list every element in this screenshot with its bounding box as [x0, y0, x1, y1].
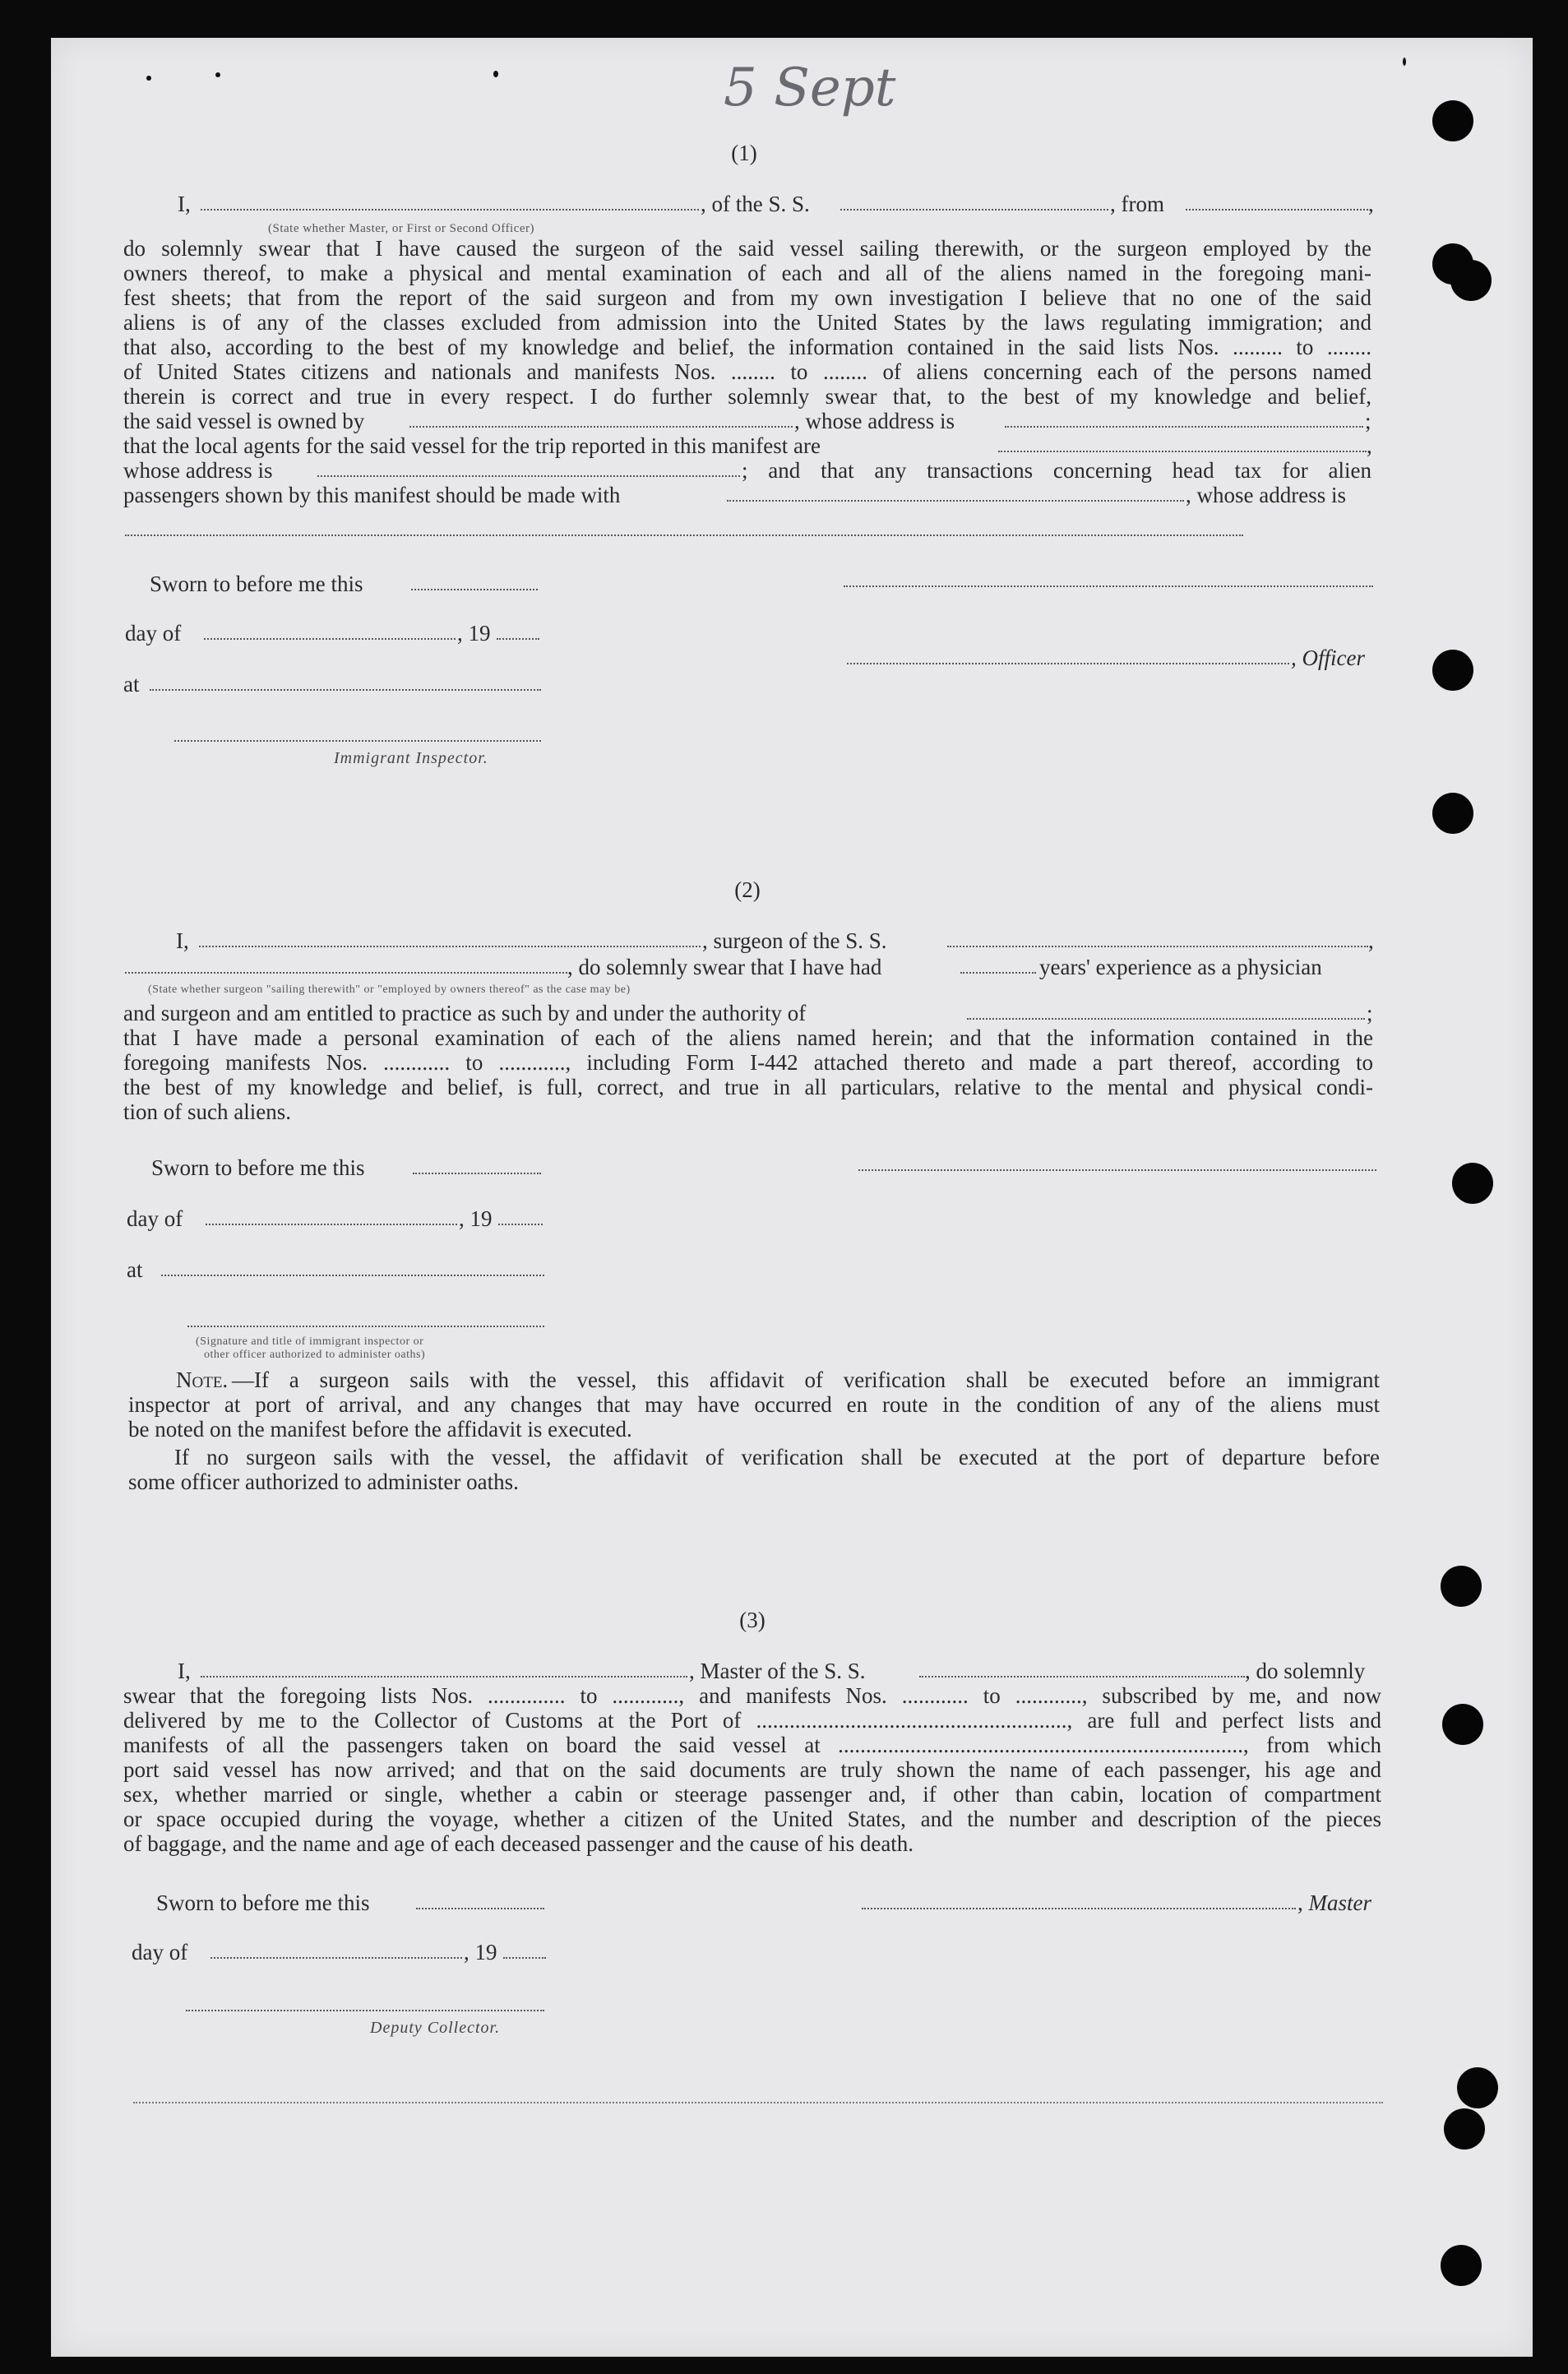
speck: [146, 76, 151, 81]
blank-inspector-signature: [174, 740, 541, 742]
comma: ,: [1368, 928, 1374, 953]
section3-line1-i: I,: [178, 1659, 191, 1683]
section2-sig-caption: (Signature and title of immigrant inspector or: [196, 1335, 424, 1348]
section1-whose-address-3: , whose address is: [1186, 483, 1346, 507]
blank-local-agents: [998, 451, 1367, 452]
section1-local-agents: that the local agents for the said vessel for the trip reported in this manifest are: [123, 433, 821, 458]
blank-agent-address: [317, 475, 740, 477]
blank-year-3: [503, 1957, 546, 1959]
section2-sworn: Sworn to before me this: [151, 1155, 365, 1180]
punch-hole: [1444, 2108, 1485, 2150]
blank-place-2: [161, 1275, 544, 1276]
section1-sworn: Sworn to before me this: [150, 572, 363, 596]
section2-swear: , do solemnly swear that I have had: [567, 955, 882, 979]
section2-body-line: the best of my knowledge and belief, is full, correct, and true in all particulars, relative to the mental and physical condi-: [123, 1075, 1373, 1099]
section2-note-line: inspector at port of arrival, and any changes that may have occurred en route in the condition of any of the aliens must: [128, 1392, 1380, 1417]
section2-day-of: day of: [127, 1206, 183, 1231]
section1-day-of: day of: [125, 621, 182, 646]
comma: ,: [1367, 433, 1372, 458]
blank-year: [497, 638, 539, 640]
blank-from-port: [1186, 209, 1368, 211]
speck: [1403, 58, 1406, 66]
section1-at: at: [123, 672, 140, 696]
blank-inspector-signature-2: [187, 1326, 544, 1327]
section2-caption: (State whether surgeon "sailing therewith" or "employed by owners thereof" as the case may be): [148, 983, 631, 996]
blank-officer-signature: [847, 663, 1289, 664]
section3-day-of: day of: [132, 1940, 188, 1964]
semicolon: ;: [1365, 409, 1371, 433]
bottom-rule: [133, 2102, 1383, 2103]
section2-sig-caption: other officer authorized to administer oaths): [204, 1349, 426, 1361]
blank-owner: [409, 426, 793, 428]
section2-body-last: tion of such aliens.: [123, 1099, 291, 1124]
blank-owner-address: [1005, 426, 1363, 428]
section1-owned-by: the said vessel is owned by: [123, 409, 365, 433]
section3-collector: Deputy Collector.: [370, 2019, 501, 2037]
section1-body-line: aliens is of any of the classes excluded from admission into the United States by the laws regulating immigration; and: [123, 310, 1371, 335]
section3-line1-end: , do solemnly: [1245, 1659, 1366, 1683]
section1-whose-address-2: whose address is: [123, 458, 273, 483]
section2-at: at: [127, 1257, 143, 1282]
section2-note2: If no surgeon sails with the vessel, the affidavit of verification shall be executed at the port of departure before: [174, 1445, 1380, 1469]
comma: ,: [1368, 192, 1374, 216]
section3-master: , Master of the S. S.: [689, 1659, 866, 1683]
speck: [215, 72, 220, 77]
blank-ship-name: [840, 209, 1108, 211]
blank-month-2: [206, 1224, 457, 1225]
punch-hole: [1441, 1566, 1482, 1607]
blank-sworn-date: [411, 589, 538, 590]
blank-ship-name-3: [919, 1676, 1245, 1678]
blank-head-tax-party: [727, 500, 1184, 502]
section1-head-tax: ; and that any transactions concerning head tax for alien: [742, 458, 1371, 483]
section3-sworn: Sworn to before me this: [156, 1890, 370, 1915]
section1-line1-i: I,: [178, 192, 191, 216]
blank-years: [960, 972, 1036, 974]
section2-number: (2): [734, 877, 761, 902]
section2-year: , 19: [459, 1206, 493, 1231]
blank-master-name: [201, 209, 699, 211]
blank-collector-signature: [186, 2010, 544, 2011]
semicolon: ;: [1367, 1001, 1373, 1025]
section2-note-last: be noted on the manifest before the affidavit is executed.: [128, 1417, 632, 1442]
punch-hole: [1450, 260, 1492, 301]
blank-master-signature: [844, 585, 1373, 587]
section3-year: , 19: [464, 1940, 497, 1964]
section2-line1-i: I,: [176, 928, 189, 953]
section1-body-line: owners thereof, to make a physical and mental examination of each and all of the aliens named in the foregoing mani-: [123, 261, 1371, 285]
punch-hole: [1432, 650, 1473, 691]
blank-month-3: [210, 1957, 462, 1959]
blank-month: [204, 638, 456, 640]
blank-master-name-3: [201, 1676, 687, 1678]
punch-hole: [1432, 793, 1473, 834]
section2-entitled: and surgeon and am entitled to practice as such by and under the authority of: [123, 1001, 807, 1025]
section1-body-line: of United States citizens and nationals and manifests Nos. ........ to ........ of aliens concerning each of the persons named: [123, 359, 1371, 384]
blank-sworn-date-3: [416, 1908, 544, 1909]
punch-hole: [1432, 100, 1473, 141]
section3-body-line: swear that the foregoing lists Nos. .............. to ............, and manifests Nos. ............ to ............, subscribed by me, and now: [123, 1683, 1381, 1708]
section1-inspector: Immigrant Inspector.: [334, 749, 488, 767]
section3-body-last: of baggage, and the name and age of each deceased passenger and the cause of his death.: [123, 1831, 914, 1856]
section3-body-line: manifests of all the passengers taken on board the said vessel at ........................................................................., from which: [123, 1733, 1381, 1757]
blank-authority: [967, 1018, 1365, 1020]
punch-hole: [1441, 2245, 1482, 2286]
section2-note-label: Note.: [176, 1367, 229, 1392]
section2-note2-last: some officer authorized to administer oaths.: [128, 1469, 519, 1494]
section3-body-line: sex, whether married or single, whether a cabin or steerage passenger and, if other than cabin, location of compartment: [123, 1782, 1381, 1807]
section1-body-line: that also, according to the best of my knowledge and belief, the information contained in the said lists Nos. ......... to ........: [123, 335, 1371, 359]
section2-body-line: that I have made a personal examination of each of the aliens named herein; and that the information contained in the: [123, 1025, 1373, 1050]
speck: [493, 71, 498, 77]
punch-hole: [1457, 2067, 1498, 2108]
punch-hole: [1452, 1163, 1493, 1204]
section1-line1-from: , from: [1110, 192, 1164, 216]
blank-surgeon-type: [125, 972, 567, 974]
blank-party-address: [125, 534, 1243, 536]
section1-body-line: do solemnly swear that I have caused the surgeon of the said vessel sailing therewith, or the surgeon employed by the: [123, 236, 1371, 261]
blank-surgeon-signature: [858, 1169, 1376, 1171]
section2-note-line: —If a surgeon sails with the vessel, this affidavit of verification shall be executed before an immigrant: [232, 1367, 1380, 1392]
section3-number: (3): [739, 1608, 765, 1632]
section1-number: (1): [731, 141, 757, 165]
section1-passengers: passengers shown by this manifest should be made with: [123, 483, 621, 507]
section1-caption: (State whether Master, or First or Second Officer): [268, 222, 535, 235]
section1-line1-ss: , of the S. S.: [701, 192, 810, 216]
section2-years: years' experience as a physician: [1039, 955, 1322, 979]
section3-body-line: port said vessel has now arrived; and that on the said documents are truly shown the name of each passenger, his age and: [123, 1757, 1381, 1782]
blank-surgeon-name: [199, 946, 701, 947]
blank-place: [150, 689, 541, 691]
section1-officer: , Officer: [1291, 646, 1365, 670]
section3-body-line: or space occupied during the voyage, whether a citizen of the United States, and the number and description of the pieces: [123, 1807, 1381, 1831]
blank-sworn-date-2: [413, 1173, 541, 1174]
section3-master-label: , Master: [1297, 1890, 1371, 1915]
section1-body-line: therein is correct and true in every respect. I do further solemnly swear that, to the best of my knowledge and belief,: [123, 384, 1371, 409]
section3-body-line: delivered by me to the Collector of Customs at the Port of ........................................................, are full and perfect lists and: [123, 1708, 1381, 1733]
section2-surgeon: , surgeon of the S. S.: [702, 928, 887, 953]
handwritten-note: 5 Sept: [724, 58, 896, 118]
punch-hole: [1442, 1704, 1483, 1745]
section1-year: , 19: [457, 621, 491, 646]
blank-year-2: [498, 1224, 543, 1225]
section1-whose-address: , whose address is: [794, 409, 955, 433]
blank-master-signature-3: [862, 1908, 1296, 1909]
section2-body-line: foregoing manifests Nos. ............ to ............, including Form I-442 attached thereto and made a part thereof, according to: [123, 1050, 1373, 1075]
section1-body-line: fest sheets; that from the report of the said surgeon and from my own investigation I believe that no one of the said: [123, 285, 1371, 310]
blank-ship-name-2: [947, 946, 1368, 947]
